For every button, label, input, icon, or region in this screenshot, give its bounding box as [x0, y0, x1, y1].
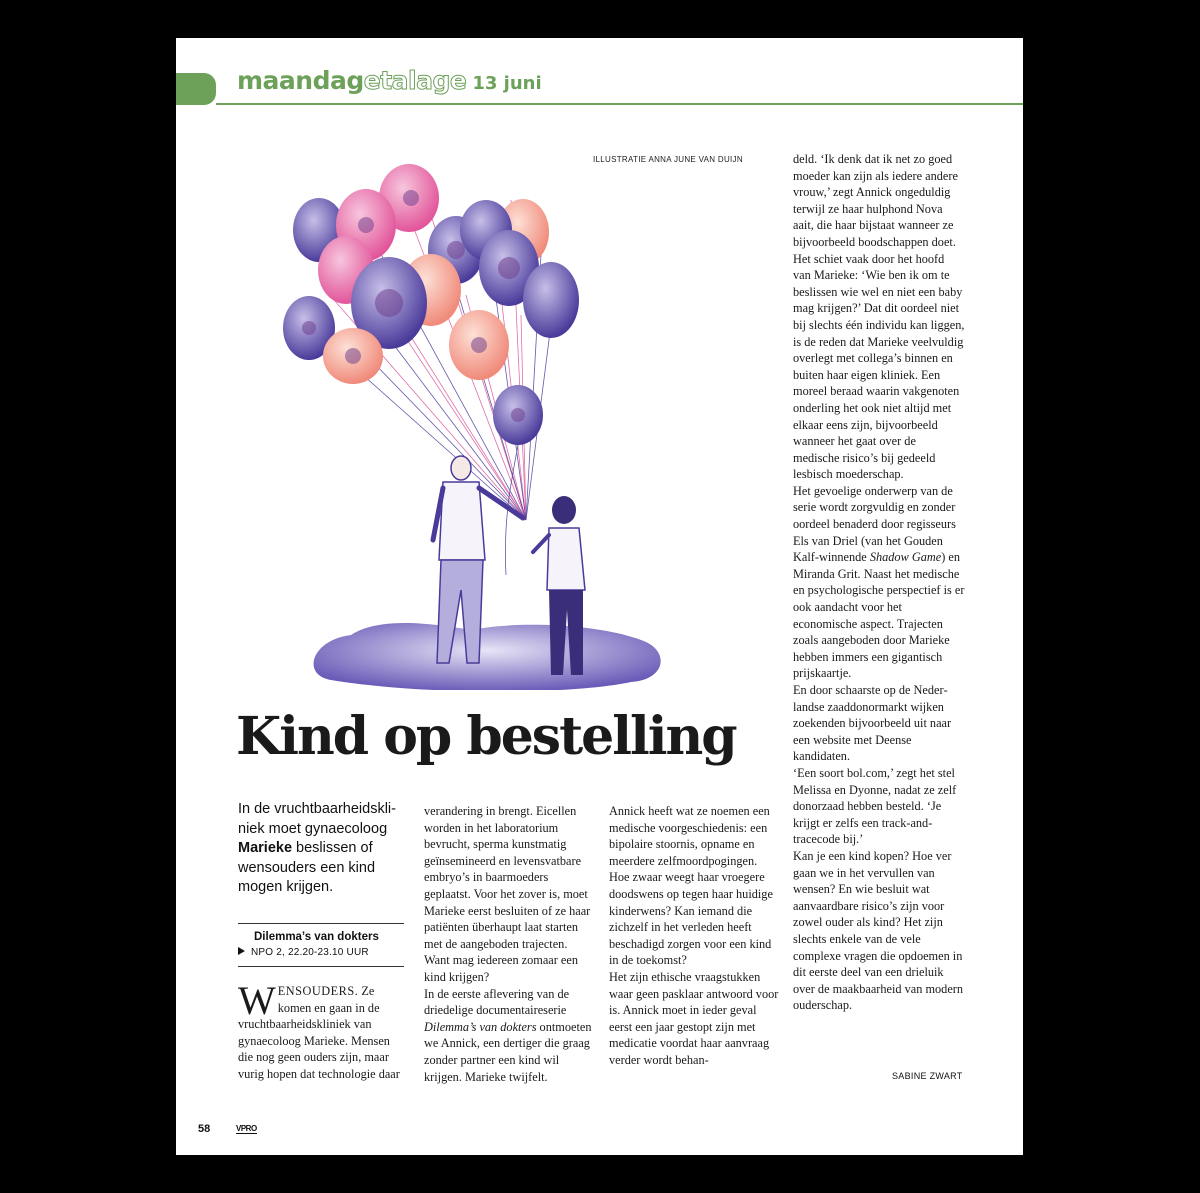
article-intro	[238, 800, 408, 898]
body-paragraph: Annick heeft wat ze noemen een medische voorgeschiedenis: een bipolaire stoornis, opname en meerdere zelfmoordpogingen. Hoe zwaar weegt haar vroegere doodswens op tegen haar huidige kinderwens? Kan iemand die zichzelf in het verleden heeft beschadigd zorgen voor een kind in de toekomst?	[609, 804, 773, 968]
col4-text-start: Het gevoelige onderwerp van de serie wordt zorgvuldig en zonder oordeel benaderd door regisseurs Els van Driel (van het Gouden Kalf-winnende	[793, 483, 956, 565]
intro-name: Marieke	[238, 840, 293, 856]
body-paragraph	[793, 483, 965, 682]
balloon-cluster	[283, 164, 579, 445]
balloons-illustration	[271, 120, 691, 690]
drop-cap: W	[238, 978, 276, 1023]
play-icon	[238, 947, 245, 955]
page-number: 58	[198, 1123, 211, 1135]
illustration-credit: ILLUSTRATIE ANNA JUNE VAN DUIJN	[593, 155, 743, 164]
article-title: Kind op bestelling	[236, 706, 736, 767]
body-paragraph	[238, 978, 408, 1083]
program-title: Dilemma’s van dokters	[254, 931, 379, 943]
film-title-italic: Shadow Game	[869, 550, 942, 565]
body-paragraph: En door schaarste op de Nederlandse zaaddonormarkt wijken zoekenden bijvoorbeeld uit naar een website met Deense kandidaten.	[793, 683, 952, 764]
body-paragraph: deld. ‘Ik denk dat ik net zo goed moeder kan zijn als iedere andere vrouw,’ zegt Annick ongeduldig terwijl ze haar hulphond Nova aait, die haar bijstaat wanneer ze bijvoorbeeld boodschappen doet. Het schiet vaak door het hoofd van Marieke: ‘Wie ben ik om te beslissen wie wel en niet een baby mag krijgen?’ Dat dit oordeel niet bij slechts één individu kan liggen, is de reden dat Marieke veelvuldig overlegt met collega’s binnen en buiten haar eigen kliniek. Een moreel beraad waarin vakgenoten onderling het ook niet altijd met elkaar eens zijn, bijvoorbeeld wanneer het gaat over de medische risico’s bij gedeeld lesbisch moederschap.	[793, 152, 965, 482]
col2-text-end: ontmoeten we Annick, een dertiger die graag zonder partner een kind wil krijgen. Marieke twijfelt.	[424, 1019, 592, 1084]
intro-text-start: In de vruchtbaarheidskliniek moet gynaecoloog	[238, 801, 396, 837]
body-column-2	[424, 803, 594, 1085]
body-column-3	[609, 803, 779, 1069]
author-byline: SABINE ZWART	[892, 1071, 963, 1081]
body-paragraph: Kan je een kind kopen? Hoe ver gaan we in het vervullen van wensen? En wie besluit wat aanvaardbare risico’s zijn voor zowel ouder als kind? Het zijn slechts enkele van de vele complexe vragen die opdoemen in dit eerste deel van een drieluik over de maakbaarheid van modern ouderschap.	[793, 848, 964, 1013]
col1-text: Ze komen en gaan in de vruchtbaarheidskliniek van gynaecoloog Marieke. Mensen die nog geen ouders zijn, maar vurig hopen dat technologie daar	[238, 984, 400, 1081]
col2-text-start: In de eerste aflevering van de driedelige documentaireserie	[424, 986, 570, 1018]
program-time: NPO 2, 22.20-23.10 UUR	[251, 947, 369, 958]
header-rule	[216, 103, 1023, 105]
magazine-page	[176, 38, 1023, 1155]
section-subname: etalage	[363, 66, 467, 95]
body-column-1	[238, 978, 408, 1083]
series-title-italic: Dilemma’s van dokters	[424, 1019, 537, 1034]
lead-smallcaps: ENSOUDERS.	[277, 984, 359, 998]
body-paragraph	[424, 986, 594, 1086]
cloud-shape	[314, 623, 661, 690]
body-column-4	[793, 151, 965, 1014]
vpro-logo: VPRO	[236, 1124, 257, 1133]
section-tab	[176, 73, 216, 105]
body-paragraph: verandering in brengt. Eicellen worden in het laboratorium bevrucht, sperma kunstmatig geïnsemineerd en levensvatbare embryo’s in baarmoeders geplaatst. Voor het zover is, moet Marieke eerst besluiten of ze haar patiënten überhaupt laat starten met de aangeboden trajecten. Want mag iedereen zomaar een kind krijgen?	[424, 804, 591, 984]
col4-text-end: ) en Miranda Grit. Naast het medische en psychologische perspectief is er ook aandacht voor het economische aspect. Trajecten zoals aangeboden door Marieke hebben immers een gigantisch prijskaartje.	[793, 550, 965, 681]
program-time-row	[238, 945, 404, 960]
body-paragraph: Het zijn ethische vraagstukken waar geen pasklaar antwoord voor is. Annick moet in ieder geval eerst een jaar gestopt zijn met medicatie voordat haar aanvraag verder wordt behan-	[609, 969, 779, 1067]
section-name: maandag	[237, 66, 364, 95]
section-header	[237, 66, 542, 95]
issue-date: 13 juni	[472, 73, 542, 94]
body-paragraph: ‘Een soort bol.com,’ zegt het stel Melissa en Dyonne, nadat ze zelf donorzaad hebben besteld. ‘Je krijgt er zelfs een track-and-tracecode bij.’	[793, 765, 957, 847]
broadcast-info	[238, 923, 404, 967]
intro-text-end: beslissen of wensouders een kind mogen krijgen.	[238, 840, 376, 895]
